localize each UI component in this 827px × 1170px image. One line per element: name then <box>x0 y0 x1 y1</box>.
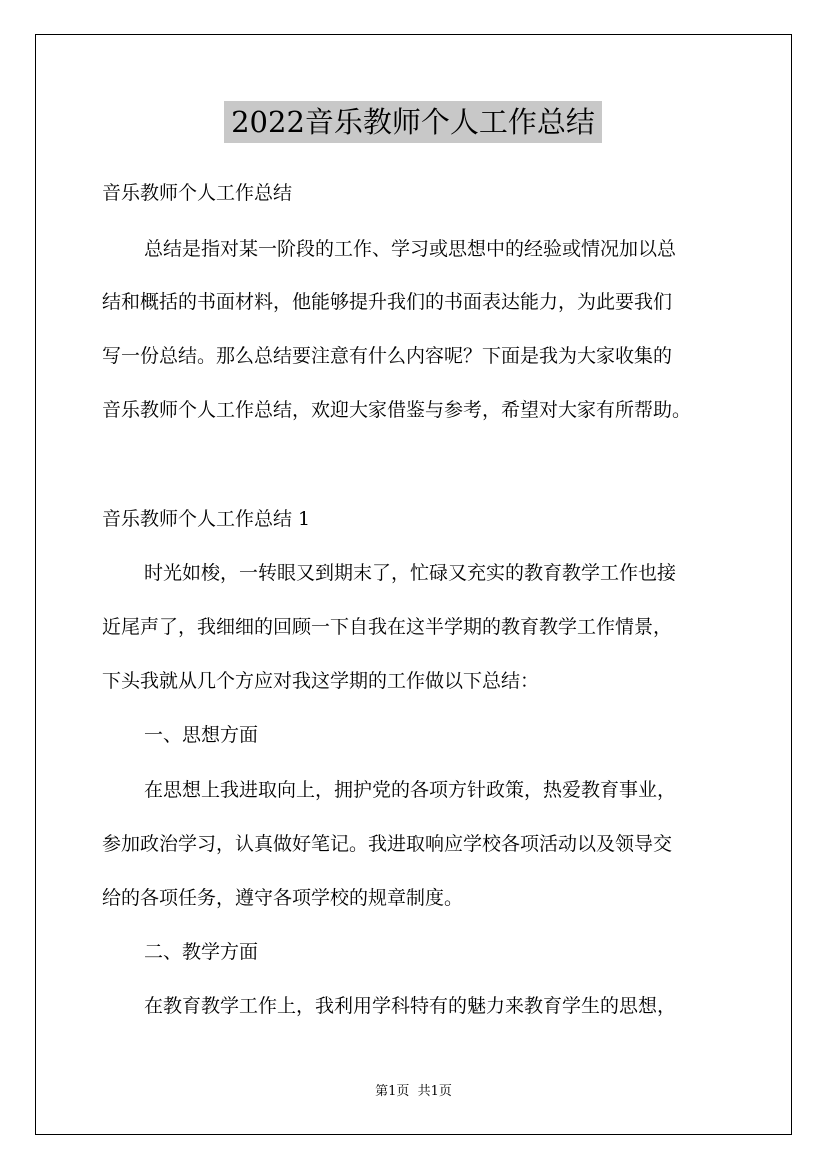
paragraph-line: 在教育教学工作上，我利用学科特有的魅力来教育学生的思想， <box>144 995 677 1017</box>
paragraph-line: 参加政治学习，认真做好笔记。我进取响应学校各项活动以及领导交 <box>102 833 673 855</box>
subsection-heading: 二、教学方面 <box>144 941 259 963</box>
paragraph-line: 音乐教师个人工作总结，欢迎大家借鉴与参考，希望对大家有所帮助。 <box>102 399 692 421</box>
subsection-heading: 一、思想方面 <box>144 724 259 746</box>
document-title: 2022音乐教师个人工作总结 <box>224 101 602 143</box>
page-number-footer: 第1页 共1页 <box>375 1084 452 1099</box>
section-heading: 音乐教师个人工作总结 1 <box>102 508 311 530</box>
paragraph-line: 结和概括的书面材料，他能够提升我们的书面表达能力，为此要我们 <box>102 291 673 313</box>
paragraph-line: 近尾声了，我细细的回顾一下自我在这半学期的教育教学工作情景， <box>102 616 673 638</box>
paragraph-line: 下头我就从几个方应对我这学期的工作做以下总结： <box>102 670 540 692</box>
paragraph-line: 写一份总结。那么总结要注意有什么内容呢？下面是我为大家收集的 <box>102 345 673 367</box>
paragraph-line: 给的各项任务，遵守各项学校的规章制度。 <box>102 887 464 909</box>
paragraph-line: 在思想上我进取向上，拥护党的各项方针政策，热爱教育事业， <box>144 779 677 801</box>
section-heading: 音乐教师个人工作总结 <box>102 182 293 204</box>
paragraph-line: 总结是指对某一阶段的工作、学习或思想中的经验或情况加以总 <box>144 238 677 260</box>
paragraph-line: 时光如梭，一转眼又到期末了，忙碌又充实的教育教学工作也接 <box>144 562 677 584</box>
